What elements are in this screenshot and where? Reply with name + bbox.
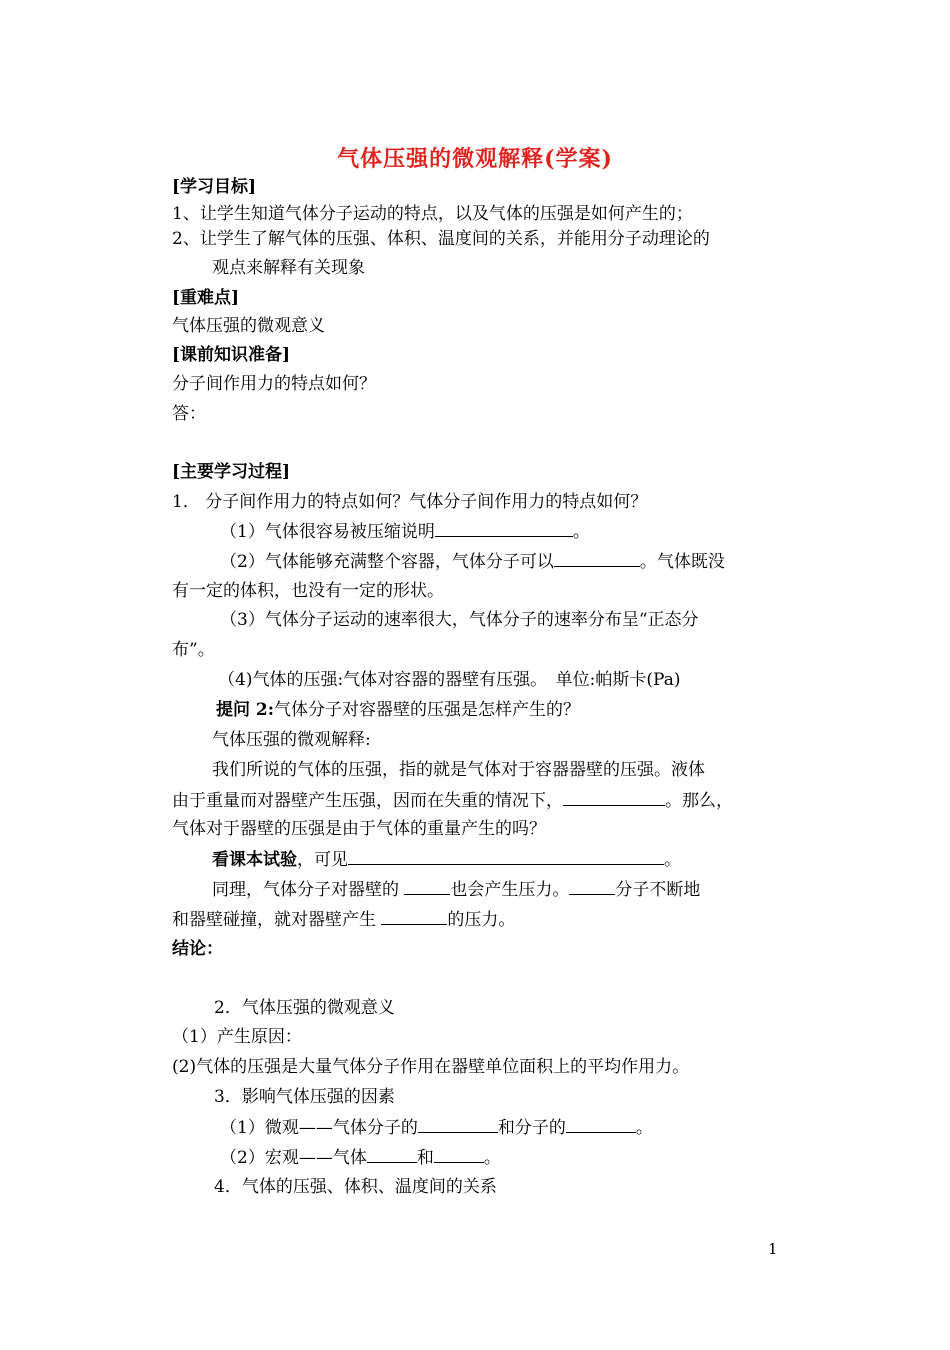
section-2-item-2: (2)气体的压强是大量气体分子作用在器壁单位面积上的平均作用力。 xyxy=(172,1057,690,1077)
sub-item-2-continued: 有一定的体积，也没有一定的形状。 xyxy=(172,581,444,601)
sub-item-4: （4)气体的压强:气体对容器的器壁有压强。 单位:帕斯卡(Pa) xyxy=(218,670,681,690)
fill-blank[interactable] xyxy=(434,1146,484,1163)
conclusion-label: 结论： xyxy=(172,939,223,959)
section-3-macro xyxy=(220,1146,501,1169)
similarly-2-text: 和器壁碰撞，就对器壁产生 xyxy=(172,910,382,930)
fill-blank[interactable] xyxy=(367,1146,417,1163)
experiment-text: ，可见 xyxy=(297,850,348,870)
prep-answer-label: 答： xyxy=(172,404,206,424)
section-3-micro-mid: 和分子的 xyxy=(497,1118,566,1138)
fill-blank[interactable] xyxy=(569,878,615,895)
goal-item-1: 1、让学生知道气体分子运动的特点，以及气体的压强是如何产生的； xyxy=(172,204,693,224)
experiment-line xyxy=(212,848,681,871)
section-3-micro xyxy=(220,1116,653,1139)
fill-blank[interactable] xyxy=(404,878,450,895)
similarly-text: 同理，气体分子对器壁的 xyxy=(212,880,405,900)
paragraph-line-1: 我们所说的气体的压强，指的就是气体对于容器器壁的压强。液体 xyxy=(212,760,705,780)
paragraph-line-2-end: 。那么， xyxy=(665,791,733,811)
sub-item-1 xyxy=(220,520,590,543)
key-points-heading: [重难点] xyxy=(172,288,240,308)
sub-item-1-text: （1）气体很容易被压缩说明 xyxy=(220,522,435,542)
similarly-2-end: 的压力。 xyxy=(447,910,516,930)
page-number: 1 xyxy=(768,1240,778,1258)
question-2-label: 提问 2: xyxy=(216,700,275,720)
section-3-macro-mid: 和 xyxy=(416,1148,434,1168)
fill-blank[interactable] xyxy=(381,908,447,925)
paragraph-line-2 xyxy=(172,789,733,812)
prep-question: 分子间作用力的特点如何？ xyxy=(172,374,376,394)
fill-blank[interactable] xyxy=(563,789,665,806)
section-2-heading: 2．气体压强的微观意义 xyxy=(214,998,395,1018)
paragraph-line-2-text: 由于重量而对器壁产生压强，因而在失重的情况下， xyxy=(172,791,563,811)
sub-item-2-end: 。气体既没 xyxy=(639,552,725,572)
goal-item-2: 2、让学生了解气体的压强、体积、温度间的关系，并能用分子动理论的 xyxy=(172,229,710,249)
sub-item-3-continued: 布”。 xyxy=(172,640,215,660)
question-2-text: 气体分子对容器壁的压强是怎样产生的？ xyxy=(274,700,581,720)
goals-heading: [学习目标] xyxy=(172,177,257,197)
fill-blank[interactable] xyxy=(435,520,573,537)
prep-heading: [课前知识准备] xyxy=(172,345,291,365)
process-heading: [主要学习过程] xyxy=(172,462,291,482)
section-3-macro-text: （2）宏观——气体 xyxy=(220,1148,367,1168)
sub-item-2 xyxy=(220,550,725,573)
similarly-mid: 也会产生压力。 xyxy=(450,880,570,900)
similarly-end: 分子不断地 xyxy=(615,880,701,900)
similarly-line-2 xyxy=(172,908,515,931)
section-2-item-1: （1）产生原因： xyxy=(172,1027,302,1047)
goal-item-2-continued: 观点来解释有关现象 xyxy=(212,258,365,278)
process-question-1: 1． 分子间作用力的特点如何？气体分子间作用力的特点如何？ xyxy=(172,492,648,512)
similarly-line xyxy=(212,878,700,901)
fill-blank[interactable] xyxy=(348,848,664,865)
sub-item-2-text: （2）气体能够充满整个容器，气体分子可以 xyxy=(220,552,554,572)
section-4-heading: 4．气体的压强、体积、温度间的关系 xyxy=(214,1177,497,1197)
section-3-heading: 3．影响气体压强的因素 xyxy=(214,1087,395,1107)
section-3-micro-text: （1）微观——气体分子的 xyxy=(220,1118,418,1138)
paragraph-line-3: 气体对于器壁的压强是由于气体的重量产生的吗？ xyxy=(172,819,546,839)
fill-blank[interactable] xyxy=(554,550,640,567)
fill-blank[interactable] xyxy=(566,1116,636,1133)
section-3-macro-end: 。 xyxy=(483,1148,501,1168)
question-2 xyxy=(216,699,580,721)
page-title: 气体压强的微观解释(学案) xyxy=(337,146,613,172)
experiment-end: 。 xyxy=(664,850,681,870)
key-points-text: 气体压强的微观意义 xyxy=(172,316,325,336)
sub-item-3: （3）气体分子运动的速率很大，气体分子的速率分布呈“正态分 xyxy=(220,610,699,630)
section-3-micro-end: 。 xyxy=(635,1118,653,1138)
micro-explanation-label: 气体压强的微观解释: xyxy=(212,730,371,750)
fill-blank[interactable] xyxy=(418,1116,498,1133)
experiment-label: 看课本试验 xyxy=(212,850,297,870)
sub-item-1-end: 。 xyxy=(572,522,590,542)
